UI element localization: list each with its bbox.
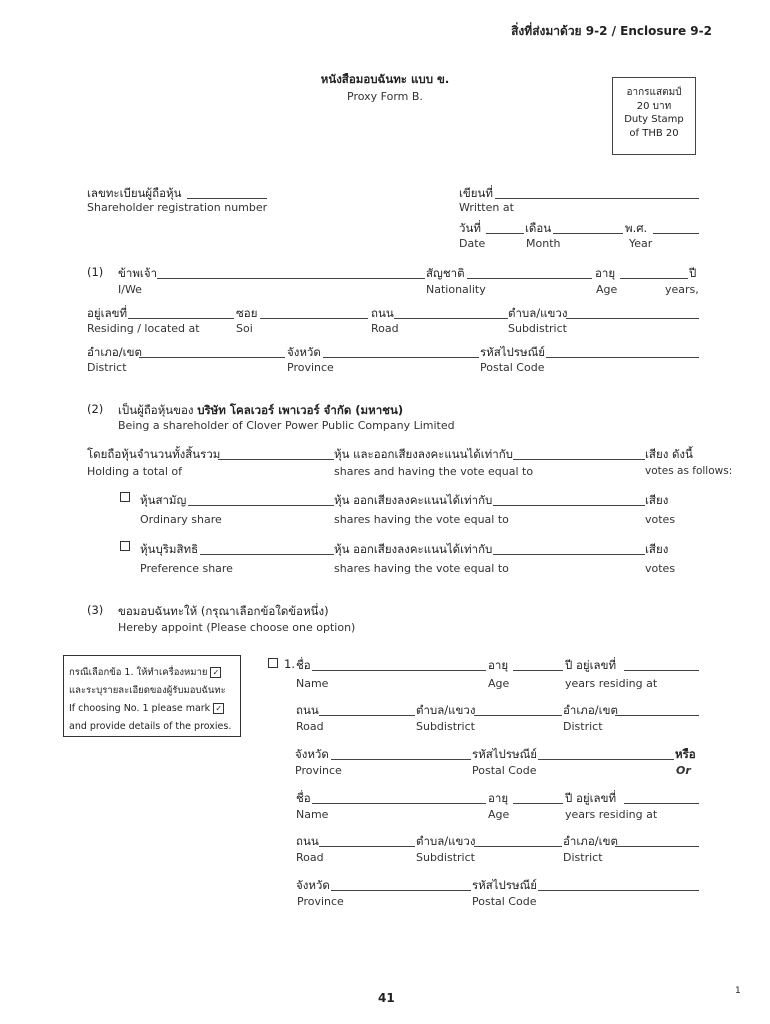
- year-field[interactable]: [653, 233, 699, 234]
- years-label-th: ปี: [689, 266, 697, 280]
- preference-share-label-th: หุ้นบุริมสิทธิ: [140, 542, 199, 556]
- date-field[interactable]: [486, 233, 524, 234]
- proxy2-postal-field[interactable]: [538, 890, 699, 891]
- proxy2-name-field[interactable]: [312, 803, 486, 804]
- corner-number: 1: [735, 986, 741, 996]
- section-2-prefix-en: Being a shareholder of: [118, 419, 243, 432]
- road-label-th: ถนน: [371, 306, 394, 320]
- written-label-th: เขียนที่: [459, 186, 493, 200]
- ordinary-share-field[interactable]: [188, 505, 334, 506]
- proxy2-subdistrict-label-en: Subdistrict: [416, 851, 475, 864]
- proxy1-province-label-en: Province: [295, 764, 342, 777]
- note-line: [69, 664, 240, 682]
- proxy1-postal-label-en: Postal Code: [472, 764, 537, 777]
- or-label-en: Or: [676, 764, 691, 777]
- section-2-number: (2): [87, 402, 104, 416]
- proxy1-resid-label-th: ปี อยู่เลขที่: [565, 658, 617, 672]
- company-name-th: บริษัท โคลเวอร์ เพาเวอร์ จำกัด (มหาชน): [197, 403, 404, 417]
- shares-vote-label-th: หุ้น และออกเสียงลงคะแนนได้เท่ากับ: [334, 447, 513, 461]
- total-shares-field[interactable]: [218, 459, 334, 460]
- proxy1-age-field[interactable]: [513, 670, 563, 671]
- preference-share-label-en: Preference share: [140, 562, 233, 575]
- section-1-number: (1): [87, 265, 104, 279]
- proxy2-resid-label-en: years residing at: [565, 808, 658, 821]
- proxy1-age-label-en: Age: [488, 677, 510, 690]
- note-line: and provide details of the proxies.: [69, 721, 232, 732]
- province-label-en: Province: [287, 361, 334, 374]
- proxy2-road-label-en: Road: [296, 851, 324, 864]
- written-label-en: Written at: [459, 201, 514, 214]
- preference-vote-label-th: หุ้น ออกเสียงลงคะแนนได้เท่ากับ: [334, 542, 493, 556]
- proxy2-province-label-th: จังหวัด: [296, 878, 330, 892]
- proxy1-road-label-en: Road: [296, 720, 324, 733]
- proxy2-province-field[interactable]: [331, 890, 471, 891]
- reg-label-en: Shareholder registration number: [87, 201, 268, 214]
- proxy1-postal-field[interactable]: [538, 759, 674, 760]
- iwe-field[interactable]: [157, 278, 425, 279]
- checkmark-icon: ✓: [210, 667, 221, 678]
- checkmark-icon: ✓: [213, 703, 224, 714]
- section-2-text-en: [118, 419, 455, 432]
- proxy1-subdistrict-field[interactable]: [474, 715, 562, 716]
- proxy1-name-label-th: ชื่อ: [296, 658, 311, 672]
- votes-follow-label-th: เสียง ดังนี้: [645, 447, 693, 461]
- instruction-note-box: [63, 655, 241, 737]
- ordinary-votes-field[interactable]: [493, 505, 645, 506]
- section-3-text-th: ขอมอบฉันทะให้ (กรุณาเลือกข้อใดข้อหนึ่ง): [118, 604, 329, 618]
- district-field[interactable]: [139, 357, 285, 358]
- preference-votes-unit-en: votes: [645, 562, 676, 575]
- iwe-label-en: I/We: [118, 283, 142, 296]
- proxy2-district-label-th: อำเภอ/เขต: [563, 834, 618, 848]
- proxy1-name-label-en: Name: [296, 677, 329, 690]
- preference-votes-unit-th: เสียง: [645, 542, 669, 556]
- road-label-en: Road: [371, 322, 399, 335]
- ordinary-share-label-en: Ordinary share: [140, 513, 222, 526]
- stamp-line: Duty Stamp: [624, 114, 684, 125]
- proxy1-district-label-en: District: [563, 720, 603, 733]
- proxy2-province-label-en: Province: [297, 895, 344, 908]
- option-1-number: 1.: [284, 657, 295, 671]
- reside-field[interactable]: [128, 318, 234, 319]
- proxy1-subdistrict-label-en: Subdistrict: [416, 720, 475, 733]
- age-label-th: อายุ: [595, 266, 616, 280]
- proxy2-name-label-en: Name: [296, 808, 329, 821]
- proxy2-resid-field[interactable]: [624, 803, 699, 804]
- note-text: กรณีเลือกข้อ 1. ให้ทำเครื่องหมาย: [69, 667, 208, 678]
- reside-label-th: อยู่เลขที่: [87, 306, 128, 320]
- ordinary-vote-label-en: shares having the vote equal to: [334, 513, 509, 526]
- proxy1-road-field[interactable]: [319, 715, 415, 716]
- month-field[interactable]: [553, 233, 623, 234]
- postal-field[interactable]: [546, 357, 699, 358]
- road-field[interactable]: [394, 318, 508, 319]
- proxy2-postal-label-th: รหัสไปรษณีย์: [472, 878, 538, 892]
- province-label-th: จังหวัด: [287, 345, 321, 359]
- year-label-th: พ.ศ.: [625, 221, 648, 235]
- proxy2-resid-label-th: ปี อยู่เลขที่: [565, 791, 617, 805]
- reg-label-th: เลขทะเบียนผู้ถือหุ้น: [87, 186, 182, 200]
- month-label-en: Month: [526, 237, 561, 250]
- proxy1-resid-label-en: years residing at: [565, 677, 658, 690]
- age-field[interactable]: [620, 278, 688, 279]
- proxy2-district-label-en: District: [563, 851, 603, 864]
- nationality-label-th: สัญชาติ: [426, 266, 465, 280]
- year-label-en: Year: [629, 237, 653, 250]
- proxy1-province-field[interactable]: [331, 759, 471, 760]
- proxy2-subdistrict-field[interactable]: [474, 846, 562, 847]
- enclosure-label: สิ่งที่ส่งมาด้วย 9-2 / Enclosure 9-2: [511, 24, 712, 38]
- preference-share-checkbox[interactable]: [120, 541, 130, 551]
- note-line: [69, 700, 240, 718]
- company-name-en: Clover Power Public Company Limited: [246, 419, 455, 432]
- years-label-en: years,: [665, 283, 699, 296]
- date-label-en: Date: [459, 237, 486, 250]
- or-label-th: หรือ: [675, 747, 696, 761]
- form-title-th: หนังสือมอบฉันทะ แบบ ข.: [320, 72, 450, 86]
- postal-label-en: Postal Code: [480, 361, 545, 374]
- total-shares-label-th: โดยถือหุ้นจำนวนทั้งสิ้นรวม: [87, 447, 221, 461]
- proxy1-age-label-th: อายุ: [488, 658, 509, 672]
- proxy1-subdistrict-label-th: ตำบล/แขวง: [416, 703, 476, 717]
- proxy2-age-field[interactable]: [513, 803, 563, 804]
- reside-label-en: Residing / located at: [87, 322, 200, 335]
- page-number: 41: [378, 991, 395, 1005]
- ordinary-share-checkbox[interactable]: [120, 492, 130, 502]
- preference-votes-field[interactable]: [493, 554, 645, 555]
- district-label-th: อำเภอ/เขต: [87, 345, 142, 359]
- proxy2-age-label-th: อายุ: [488, 791, 509, 805]
- option-1-checkbox[interactable]: [268, 658, 278, 668]
- subdistrict-label-en: Subdistrict: [508, 322, 567, 335]
- ordinary-votes-unit-th: เสียง: [645, 493, 669, 507]
- subdistrict-label-th: ตำบล/แขวง: [508, 306, 568, 320]
- votes-follow-label-en: votes as follows:: [645, 465, 733, 477]
- soi-field[interactable]: [260, 318, 368, 319]
- total-shares-label-en: Holding a total of: [87, 465, 183, 478]
- proxy2-subdistrict-label-th: ตำบล/แขวง: [416, 834, 476, 848]
- duty-stamp-box: [612, 77, 696, 155]
- subdistrict-field[interactable]: [566, 318, 699, 319]
- shares-vote-label-en: shares and having the vote equal to: [334, 465, 534, 478]
- proxy1-province-label-th: จังหวัด: [295, 747, 329, 761]
- district-label-en: District: [87, 361, 127, 374]
- preference-vote-label-en: shares having the vote equal to: [334, 562, 509, 575]
- proxy1-road-label-th: ถนน: [296, 703, 319, 717]
- soi-label-en: Soi: [236, 322, 253, 335]
- proxy2-name-label-th: ชื่อ: [296, 791, 311, 805]
- note-text: If choosing No. 1 please mark: [69, 703, 211, 714]
- stamp-line: อากรแสตมป์: [626, 87, 682, 98]
- stamp-line: of THB 20: [629, 127, 679, 139]
- proxy1-resid-field[interactable]: [624, 670, 699, 671]
- ordinary-share-label-th: หุ้นสามัญ: [140, 493, 187, 507]
- proxy1-district-label-th: อำเภอ/เขต: [563, 703, 618, 717]
- ordinary-vote-label-th: หุ้น ออกเสียงลงคะแนนได้เท่ากับ: [334, 493, 493, 507]
- province-field[interactable]: [323, 357, 479, 358]
- proxy1-district-field[interactable]: [615, 715, 699, 716]
- section-3-text-en: Hereby appoint (Please choose one option): [118, 621, 356, 634]
- proxy1-postal-label-th: รหัสไปรษณีย์: [472, 747, 538, 761]
- preference-share-field[interactable]: [200, 554, 334, 555]
- soi-label-th: ซอย: [236, 306, 258, 320]
- form-title-en: Proxy Form B.: [347, 90, 423, 103]
- total-votes-field[interactable]: [513, 459, 645, 460]
- nationality-field[interactable]: [467, 278, 592, 279]
- age-label-en: Age: [596, 283, 618, 296]
- stamp-line: 20 บาท: [636, 100, 672, 112]
- proxy2-district-field[interactable]: [615, 846, 699, 847]
- proxy2-road-label-th: ถนน: [296, 834, 319, 848]
- note-line: และระบุรายละเอียดของผู้รับมอบฉันทะ: [69, 685, 226, 696]
- proxy1-name-field[interactable]: [312, 670, 486, 671]
- postal-label-th: รหัสไปรษณีย์: [480, 345, 546, 359]
- section-2-text-th: [118, 402, 403, 420]
- section-3-number: (3): [87, 603, 104, 617]
- date-label-th: วันที่: [459, 221, 481, 235]
- written-at-field[interactable]: [495, 198, 699, 199]
- ordinary-votes-unit-en: votes: [645, 513, 676, 526]
- month-label-th: เดือน: [525, 221, 552, 235]
- proxy2-postal-label-en: Postal Code: [472, 895, 537, 908]
- section-2-prefix-th: เป็นผู้ถือหุ้นของ: [118, 403, 194, 417]
- nationality-label-en: Nationality: [426, 283, 486, 296]
- proxy2-road-field[interactable]: [319, 846, 415, 847]
- reg-number-field[interactable]: [187, 198, 267, 199]
- proxy2-age-label-en: Age: [488, 808, 510, 821]
- iwe-label-th: ข้าพเจ้า: [118, 266, 158, 280]
